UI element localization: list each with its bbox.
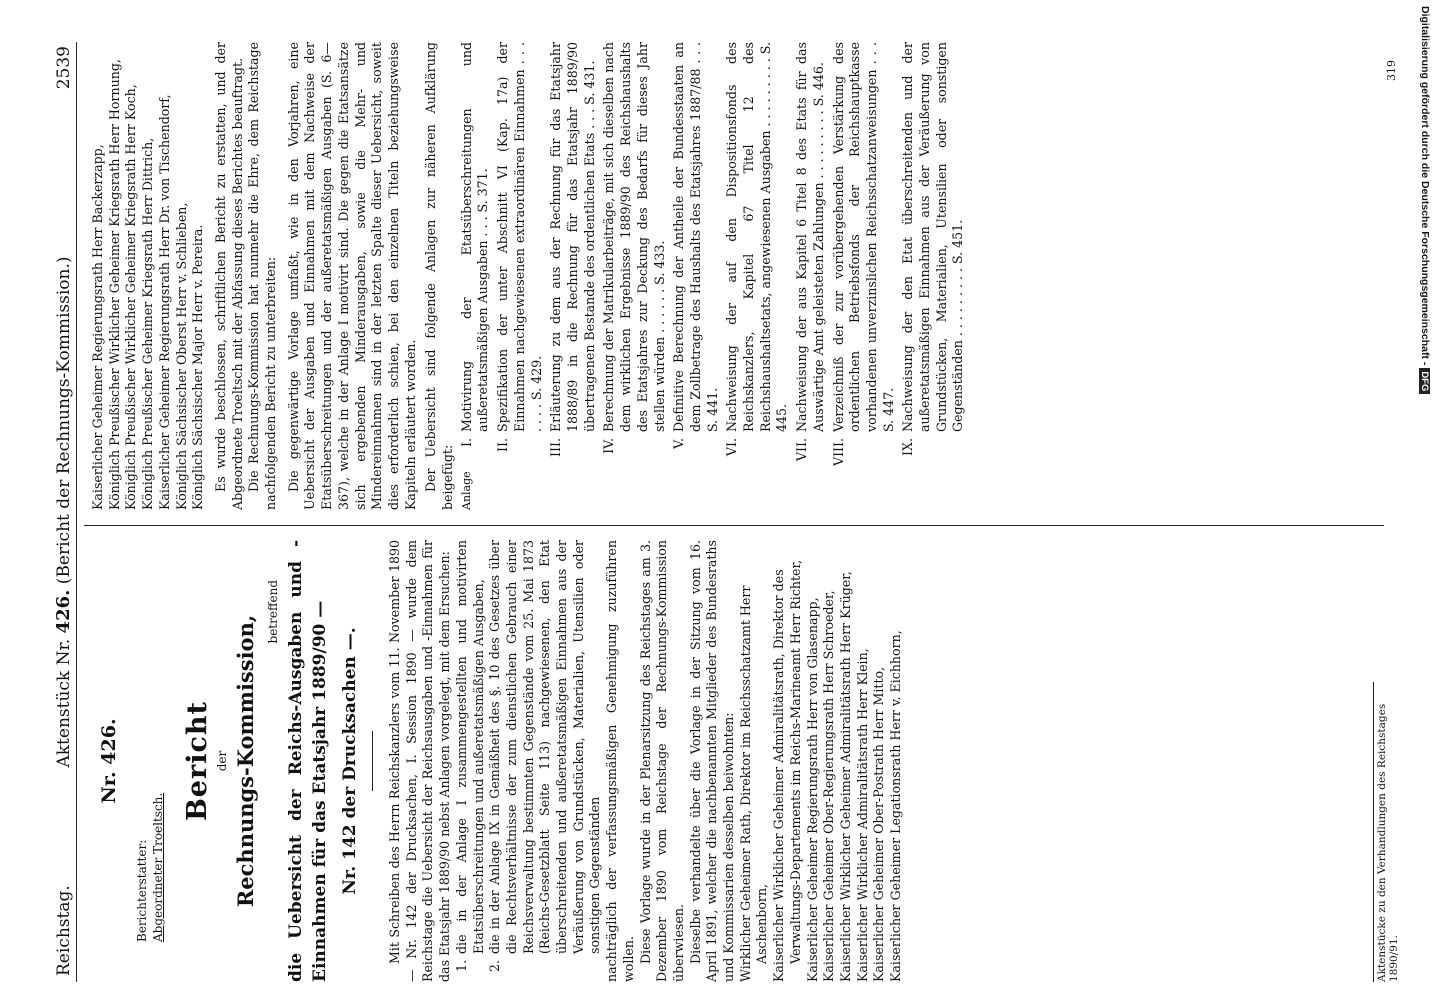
- rotated-sheet: [50, 42, 1410, 982]
- header-left: Reichstag.: [54, 885, 74, 976]
- member-entry: Kaiserlicher Geheimer Regierungsrath Herr von Glasenapp,: [804, 597, 820, 982]
- member-entry: Kaiserlicher Wirklicher Geheimer Admiralitätsrath Herr Krüger,: [837, 571, 853, 982]
- member-entry: Königlich Preußischer Geheimer Kriegsrath Herr Dittrich,: [140, 137, 156, 510]
- member-list-left: [738, 540, 905, 982]
- right-column: [90, 42, 1398, 510]
- paragraph-overview: Die gegenwärtige Vorlage umfaßt, wie in den Vorjahren, eine Uebersicht der Ausgaben und Einnahmen mit dem Nachweise der Etatsüberschreitungen und der außeretatsmäßigen Ausgaben (S. 6—367), welche in der Anlage I motivirt sind. Die gegen die Etatsansätze sich ergebenden Minderausgaben, sowie die Mehr- und Mindereinnahmen sind in der letzten Spalte dieser Uebersicht, soweit dies erforderlich schien, bei den einzelnen Titeln beziehungsweise Kapiteln erläutert worden.: [285, 42, 418, 510]
- header-suffix: (Bericht der Rechnungs-Kommission.): [54, 256, 74, 585]
- paragraph-attachments: Der Uebersicht sind folgende Anlagen zur näheren Aufklärung beigefügt:: [423, 42, 456, 510]
- paragraph-resolution: Es wurde beschlossen, schriftlichen Bericht zu erstatten, und der Abgeordnete Troeltsch mit der Abfassung dieses Berichtes beauftragt.: [212, 42, 245, 510]
- footnote: Aktenstücke zu den Verhandlungen des Reichstages 1890/91.: [1373, 682, 1400, 982]
- reporter-name: Abgeordneter Troeltsch.: [151, 792, 165, 942]
- member-entry: Kaiserlicher Wirklicher Admiralitätsrath Herr Klein,: [854, 648, 870, 982]
- subject-line-1: die Uebersicht der Reichs-Ausgaben und -Einnahmen für das Etatsjahr 1889/90 —: [286, 540, 330, 982]
- dfg-logo: DFG: [1419, 368, 1430, 394]
- attachment-list: [459, 42, 967, 510]
- request-item: 1. die in der Anlage I zusammengestellten und motivirten Etatsüberschreitungen und außeretatsmäßigen Ausgaben,: [453, 540, 486, 973]
- paragraph-2: nachträglich der verfassungsmäßigen Genehmigung zuzuführen wollen.: [604, 540, 636, 982]
- subject-line-2: Nr. 142 der Drucksachen —.: [340, 627, 360, 895]
- digitization-note: [1418, 0, 1432, 1000]
- header-prefix: Aktenstück Nr.: [54, 638, 74, 768]
- member-entry: Kaiserlicher Geheimer Ober-Postrath Herr Mitto,: [871, 666, 887, 982]
- attachment-entry: III. Erläuterung zu dem aus der Rechnung für das Etatsjahr 1888/89 in die Rechnung für das Etatsjahr 1889/90 übertragenen Bestande des ordentlichen Etats . . . S. 431.: [548, 42, 597, 457]
- member-entry: Wirklicher Geheimer Rath, Direktor im Reichsschatzamt Herr Aschenborn,: [737, 585, 770, 982]
- attachment-entry: IV. Berechnung der Matrikularbeiträge, mit sich dieselben nach dem wirklichen Ergebnisse 1889/90 des Reichshaushalts des Etatsjahres zur Deckung des Bedarfs für dieses Jahr stellen würden . . . . . . S. 433.: [601, 42, 667, 454]
- paragraph-1: Mit Schreiben des Herrn Reichskanzlers vom 11. November 1890 — Nr. 142 der Drucksachen, I. Session 1890 — wurde dem Reichstage die Uebersicht der Reichsausgaben und -Einnahmen für das Etatsjahr 1889/90 nebst Anlagen vorgelegt, mit dem Ersuchen:: [387, 540, 453, 982]
- member-entry: Kaiserlicher Geheimer Regierungsrath Herr Dr. von Tischendorf,: [156, 94, 172, 510]
- attachment-entry: V. Definitive Berechnung der Antheile der Bundesstaaten an dem Zollbetrage des Haushalts des Etatsjahres 1887/88 . . . S. 441.: [671, 42, 720, 449]
- member-entry: Kaiserlicher Geheimer Regierungsrath Herr Backerzapp,: [90, 144, 105, 510]
- member-entry: Königlich Sächsischer Oberst Herr v. Schlieben,: [173, 202, 189, 510]
- anlage-label: Anlage: [459, 471, 473, 510]
- request-item: 2. die in der Anlage IX in Gemäßheit des §. 10 des Gesetzes über die Rechtsverhältnisse der zum dienstlichen Gebrauch einer Reichsverwaltung bestimmten Gegenstände vom 25. Mai 1873 (Reichs-Gesetzblatt Seite 113) nachgewiesenen, den Etat überschreitenden und außeretatsmäßigen Einnahmen aus der Veräußerung von Grundstücken, Materialien, Utensilien oder sonstigen Gegenständen: [487, 540, 603, 973]
- attachment-entry: VII. Nachweisung der aus Kapitel 6 Titel 8 des Etats für das Auswärtige Amt geleisteten Zahlungen . . . . . . . . . S. 446.: [794, 42, 826, 462]
- member-entry: Königlich Preußischer Wirklicher Geheimer Kriegsrath Herr Hornung,: [106, 59, 122, 510]
- column-divider: [84, 525, 1384, 526]
- title-der: der: [215, 750, 229, 772]
- digitization-text: Digitalisierung gefördert durch die Deutsche Forschungsgemeinschaft -: [1419, 6, 1431, 366]
- reporter-label: Berichterstatter:: [135, 839, 149, 942]
- header-number: 426.: [53, 589, 74, 634]
- paragraph-honor: Die Rechnungs-Kommission hat nunmehr die Ehre, dem Reichstage nachfolgenden Bericht zu unterbreiten:: [246, 42, 279, 510]
- member-entry: Kaiserlicher Geheimer Ober-Regierungsrath Herr Schroeder,: [821, 590, 837, 982]
- running-header: [50, 42, 77, 982]
- member-entry: Kaiserlicher Wirklicher Geheimer Admiralitätsrath, Direktor des Verwaltungs-Departements im Reichs-Marineamt Herr Richter,: [771, 559, 803, 982]
- separator-rule: [372, 731, 373, 791]
- commission-name: Rechnungs-Kommission,: [233, 614, 258, 908]
- left-column: [90, 540, 1400, 982]
- request-list: [454, 540, 604, 982]
- header-center: [52, 42, 76, 982]
- paragraph-3: Diese Vorlage wurde in der Plenarsitzung des Reichstages am 3. Dezember 1890 vom Reichstage der Rechnungs-Kommission überwiesen.: [637, 540, 686, 982]
- report-title: Bericht: [182, 700, 213, 822]
- member-list-right: [90, 42, 207, 510]
- attachment-entry: II. Spezifikation der unter Abschnitt VI (Kap. 17a) der Einnahmen nachgewiesenen extraordinären Einnahmen . . . . . . . S. 429.: [495, 42, 544, 452]
- document-number: Nr. 426.: [98, 718, 120, 804]
- page-number: 2539: [54, 46, 74, 90]
- attachment-entry: VIII. Verzeichniß der zur vorübergehenden Verstärkung des ordentlichen Betriebsfonds der Reichshauptkasse vorhandenen unverzinslichen Reichsschatzanweisungen . . . S. 447.: [830, 42, 896, 467]
- member-entry: Kaiserlicher Geheimer Legationsrath Herr v. Eichhorn,: [888, 630, 904, 982]
- betreffend-label: betreffend: [266, 580, 280, 644]
- member-entry: Königlich Sächsischer Major Herr v. Pereira.: [190, 224, 206, 510]
- attachment-entry: VI. Nachweisung der auf den Dispositionsfonds des Reichskanzlers, Kapitel 67 Titel 12 des Reichshaushaltsetats, angewiesenen Ausgaben . . . . . . . . . S. 445.: [724, 42, 790, 457]
- signature-mark: 319: [1385, 60, 1398, 81]
- member-entry: Königlich Preußischer Wirklicher Geheimer Kriegsrath Herr Koch,: [123, 84, 139, 510]
- attachment-entry: Anlage I. Motivirung der Etatsüberschreitungen und außeretatsmäßigen Ausgaben . . . S. 371.: [458, 42, 491, 510]
- attachment-entry: IX. Nachweisung der den Etat überschreitenden und der außeretatsmäßigen Einnahmen aus der Veräußerung von Grundstücken, Materialien, Utensilien oder sonstigen Gegenständen . . . . . . . . . S. 451.: [900, 42, 966, 456]
- paragraph-4: Dieselbe verhandelte über die Vorlage in der Sitzung vom 16. April 1891, welcher die nachbenannten Mitglieder des Bundesraths und Kommissarien desselben beiwohnten:: [687, 540, 737, 982]
